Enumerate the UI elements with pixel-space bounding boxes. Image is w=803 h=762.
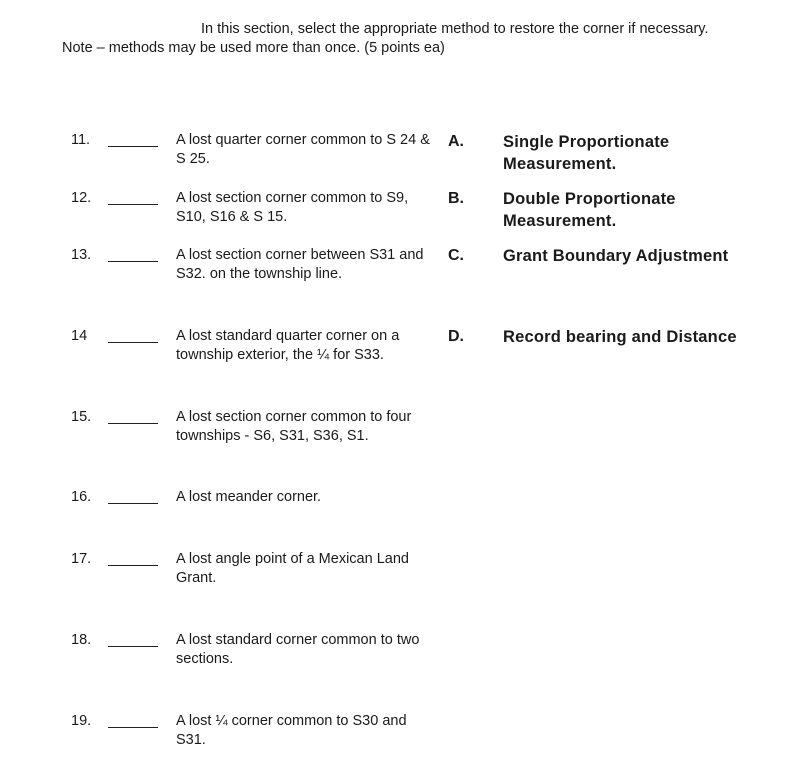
question-item <box>0 246 440 296</box>
question-item <box>0 550 440 600</box>
question-number: 14 <box>71 328 88 344</box>
answer-blank[interactable] <box>108 646 158 647</box>
option-letter: C. <box>448 247 464 264</box>
question-text: A lost angle point of a Mexican Land Grant. <box>176 551 409 586</box>
option-letter: A. <box>448 133 464 150</box>
answer-blank[interactable] <box>108 565 158 566</box>
question-item <box>0 631 440 681</box>
question-text: A lost section corner common to four townships - S6, S31, S36, S1. <box>176 409 412 444</box>
answer-blank[interactable] <box>108 727 158 728</box>
option-a <box>448 131 748 181</box>
question-item <box>0 712 440 762</box>
question-number: 16. <box>71 489 92 505</box>
question-item <box>0 327 440 377</box>
question-text: A lost section corner common to S9, S10, S16 & S 15. <box>176 190 409 225</box>
question-text: A lost meander corner. <box>176 489 322 505</box>
question-number: 11. <box>71 132 91 148</box>
question-number: 12. <box>71 190 92 206</box>
answer-blank[interactable] <box>108 342 158 343</box>
question-number: 17. <box>71 551 92 567</box>
question-text: A lost section corner between S31 and S32. on the township line. <box>176 247 424 282</box>
option-text: Double Proportionate Measurement. <box>503 190 676 230</box>
question-text: A lost ¼ corner common to S30 and S31. <box>176 713 407 748</box>
question-text: A lost standard quarter corner on a township exterior, the ¼ for S33. <box>176 328 400 363</box>
instructions-line-2: Note – methods may be used more than once. (5 points ea) <box>62 40 445 56</box>
answer-blank[interactable] <box>108 261 158 262</box>
question-item <box>0 189 440 239</box>
instructions-line-1: In this section, select the appropriate method to restore the corner if necessary. <box>201 21 709 37</box>
option-c <box>448 245 748 295</box>
option-b <box>448 188 748 238</box>
question-text: A lost standard corner common to two sections. <box>176 632 420 667</box>
option-text: Grant Boundary Adjustment <box>503 247 729 265</box>
answer-blank[interactable] <box>108 146 158 147</box>
question-number: 15. <box>71 409 92 425</box>
answer-blank[interactable] <box>108 503 158 504</box>
option-d <box>448 326 748 376</box>
question-number: 13. <box>71 247 92 263</box>
question-item <box>0 131 440 181</box>
question-item <box>0 408 440 458</box>
question-text: A lost quarter corner common to S 24 & S 25. <box>176 132 430 167</box>
answer-blank[interactable] <box>108 204 158 205</box>
option-text: Record bearing and Distance <box>503 328 737 346</box>
question-number: 18. <box>71 632 92 648</box>
answer-blank[interactable] <box>108 423 158 424</box>
option-letter: D. <box>448 328 464 345</box>
question-number: 19. <box>71 713 92 729</box>
question-item <box>0 488 440 538</box>
option-text: Single Proportionate Measurement. <box>503 133 670 173</box>
option-letter: B. <box>448 190 464 207</box>
